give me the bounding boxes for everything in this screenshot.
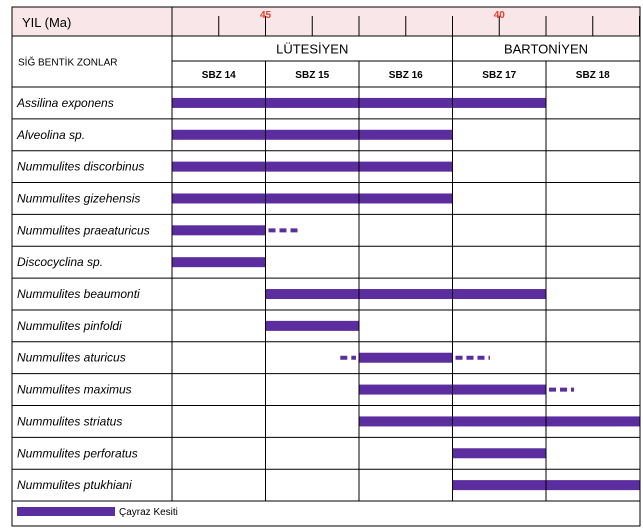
axis-tick-label: 45 bbox=[259, 10, 272, 21]
taxon-name: Nummulites ptukhiani bbox=[17, 478, 132, 493]
zone-label: SBZ 17 bbox=[482, 70, 517, 81]
axis-label: YIL (Ma) bbox=[22, 15, 72, 30]
range-bar bbox=[453, 448, 547, 458]
range-bar bbox=[172, 193, 453, 203]
taxon-name: Nummulites beaumonti bbox=[17, 287, 140, 302]
legend-label: Çayraz Kesiti bbox=[119, 507, 178, 518]
zone-label: SBZ 16 bbox=[388, 70, 423, 81]
taxon-name: Alveolina sp. bbox=[17, 127, 86, 142]
taxon-name: Nummulites maximus bbox=[17, 382, 132, 397]
taxon-name: Nummulites discorbinus bbox=[17, 159, 145, 174]
stage-label: LÜTESİYEN bbox=[276, 41, 349, 57]
range-bar bbox=[266, 321, 360, 331]
taxon-name: Nummulites pinfoldi bbox=[17, 318, 122, 333]
range-bar bbox=[172, 225, 266, 235]
stage-label: BARTONİYEN bbox=[503, 41, 589, 57]
taxon-name: Nummulites aturicus bbox=[17, 350, 126, 365]
range-bar bbox=[359, 416, 640, 426]
taxon-name: Nummulites perforatus bbox=[17, 446, 138, 461]
zone-label: SBZ 18 bbox=[575, 70, 610, 81]
zone-label: SBZ 15 bbox=[295, 70, 330, 81]
range-bar bbox=[172, 257, 266, 267]
range-bar bbox=[172, 130, 453, 140]
range-bar bbox=[359, 353, 453, 363]
range-bar bbox=[172, 162, 453, 172]
taxon-name: Assilina exponens bbox=[17, 95, 114, 110]
legend-swatch bbox=[17, 507, 115, 516]
axis-tick-label: 40 bbox=[493, 10, 505, 21]
taxon-name: Discocyclina sp. bbox=[17, 255, 104, 270]
taxon-name: Nummulites striatus bbox=[17, 414, 123, 429]
taxon-name: Nummulites gizehensis bbox=[17, 191, 141, 206]
taxon-name: Nummulites praeaturicus bbox=[17, 223, 150, 238]
range-bar bbox=[266, 289, 547, 299]
zone-label: SBZ 14 bbox=[201, 70, 236, 81]
row-header-label: SİĞ BENTİK ZONLAR bbox=[18, 57, 118, 69]
